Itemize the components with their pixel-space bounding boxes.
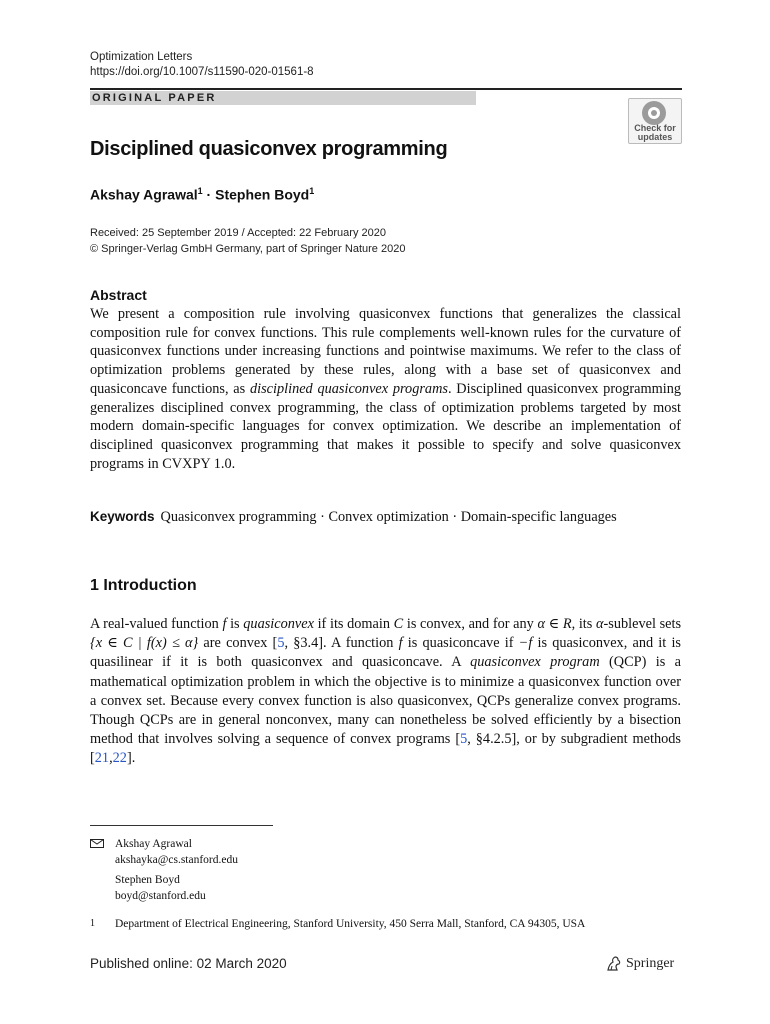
author-affil-marker: 1 <box>197 186 203 196</box>
emphasis: disciplined quasiconvex programs <box>249 380 448 397</box>
affiliation-number: 1 <box>90 918 95 929</box>
citation-link[interactable]: 5 <box>277 635 285 652</box>
author-name[interactable]: Akshay Agrawal <box>90 186 198 203</box>
author-email[interactable]: akshayka@cs.stanford.edu <box>115 854 238 866</box>
author-email[interactable]: boyd@stanford.edu <box>115 890 206 902</box>
author-footnote-name: Stephen Boyd <box>115 874 180 886</box>
corresponding-author <box>115 836 238 868</box>
check-for-updates-badge[interactable] <box>628 98 682 144</box>
citation-link[interactable]: 22 <box>112 750 127 767</box>
abstract-text: We present a composition rule involving quasiconvex functions that generalizes the classical composition rule for convex functions. This rule complements well-known rules for the curvature of quasiconvex functions under increasing functions and pointwise maximums. We refer to the class of optimization problems generated by these rules, along with a base set of quasiconvex and quasiconcave functions, as disciplined quasiconvex programs. Disciplined quasiconvex programming generalizes disciplined convex programming, the class of optimization problems targeted by most modern domain-specific languages for convex optimization. We describe an implementation of disciplined quasiconvex programming that makes it possible to specify and solve quasiconvex programs in CVXPY 1.0. <box>90 306 682 472</box>
check-updates-text: Check for updates <box>634 123 676 142</box>
abstract-heading: Abstract <box>90 287 147 303</box>
introduction-paragraph: A real-valued function f is quasiconvex if its domain C is convex, and for any α ∈ R, its α-sublevel sets {x ∈ C | f(x) ≤ α} are convex [5, §3.4]. A function f is quasiconcave if −f is quasiconvex, and it is quasilinear if it is both quasiconvex and quasiconcave. A quasiconvex program (QCP) is a mathematical optimization problem in which the objective is to minimize a quasiconvex function over a convex set. Because every convex function is also quasiconvex, QCPs generalize convex programs. Though QCPs are in general nonconvex, many can nonetheless be solved efficiently by a bisection method that involves solving a sequence of convex programs [5, §4.2.5], or by subgradient methods [21,22]. <box>90 616 682 767</box>
keywords-text: Quasiconvex programming · Convex optimization · Domain-specific languages <box>160 509 617 525</box>
received-accepted: Received: 25 September 2019 / Accepted: 22 February 2020 <box>90 227 386 239</box>
paper-title: Disciplined quasiconvex programming <box>90 138 448 160</box>
footnote-rule <box>90 825 273 826</box>
keywords <box>90 507 681 527</box>
affiliation: Department of Electrical Engineering, Stanford University, 450 Serra Mall, Stanford, CA 94305, USA <box>115 918 586 930</box>
author-name[interactable]: Stephen Boyd <box>215 186 310 203</box>
springer-logo <box>605 955 674 972</box>
paper-type-bar <box>90 88 682 106</box>
doi-link[interactable]: https://doi.org/10.1007/s11590-020-01561-8 <box>90 66 314 78</box>
header-rule <box>90 88 682 90</box>
springer-horse-icon <box>605 955 622 972</box>
citation-link[interactable]: 5 <box>460 731 468 748</box>
section-heading-introduction: 1 Introduction <box>90 577 197 594</box>
publisher-name: Springer <box>626 955 675 971</box>
publication-dates <box>90 225 405 257</box>
author-separator: · <box>206 186 212 203</box>
copyright-line: © Springer-Verlag GmbH Germany, part of Springer Nature 2020 <box>90 243 406 255</box>
citation-link[interactable]: 21 <box>94 750 110 767</box>
published-online: Published online: 02 March 2020 <box>90 956 287 971</box>
author-affil-marker: 1 <box>309 186 315 196</box>
author-list <box>90 186 314 203</box>
paper-type-label: ORIGINAL PAPER <box>92 92 217 104</box>
keywords-label: Keywords <box>90 509 155 524</box>
journal-name: Optimization Letters <box>90 51 193 63</box>
check-updates-icon <box>642 101 666 125</box>
journal-header <box>90 50 314 80</box>
mail-icon <box>90 839 104 848</box>
author-footnote-name: Akshay Agrawal <box>115 838 192 850</box>
coauthor-contact <box>115 872 206 904</box>
